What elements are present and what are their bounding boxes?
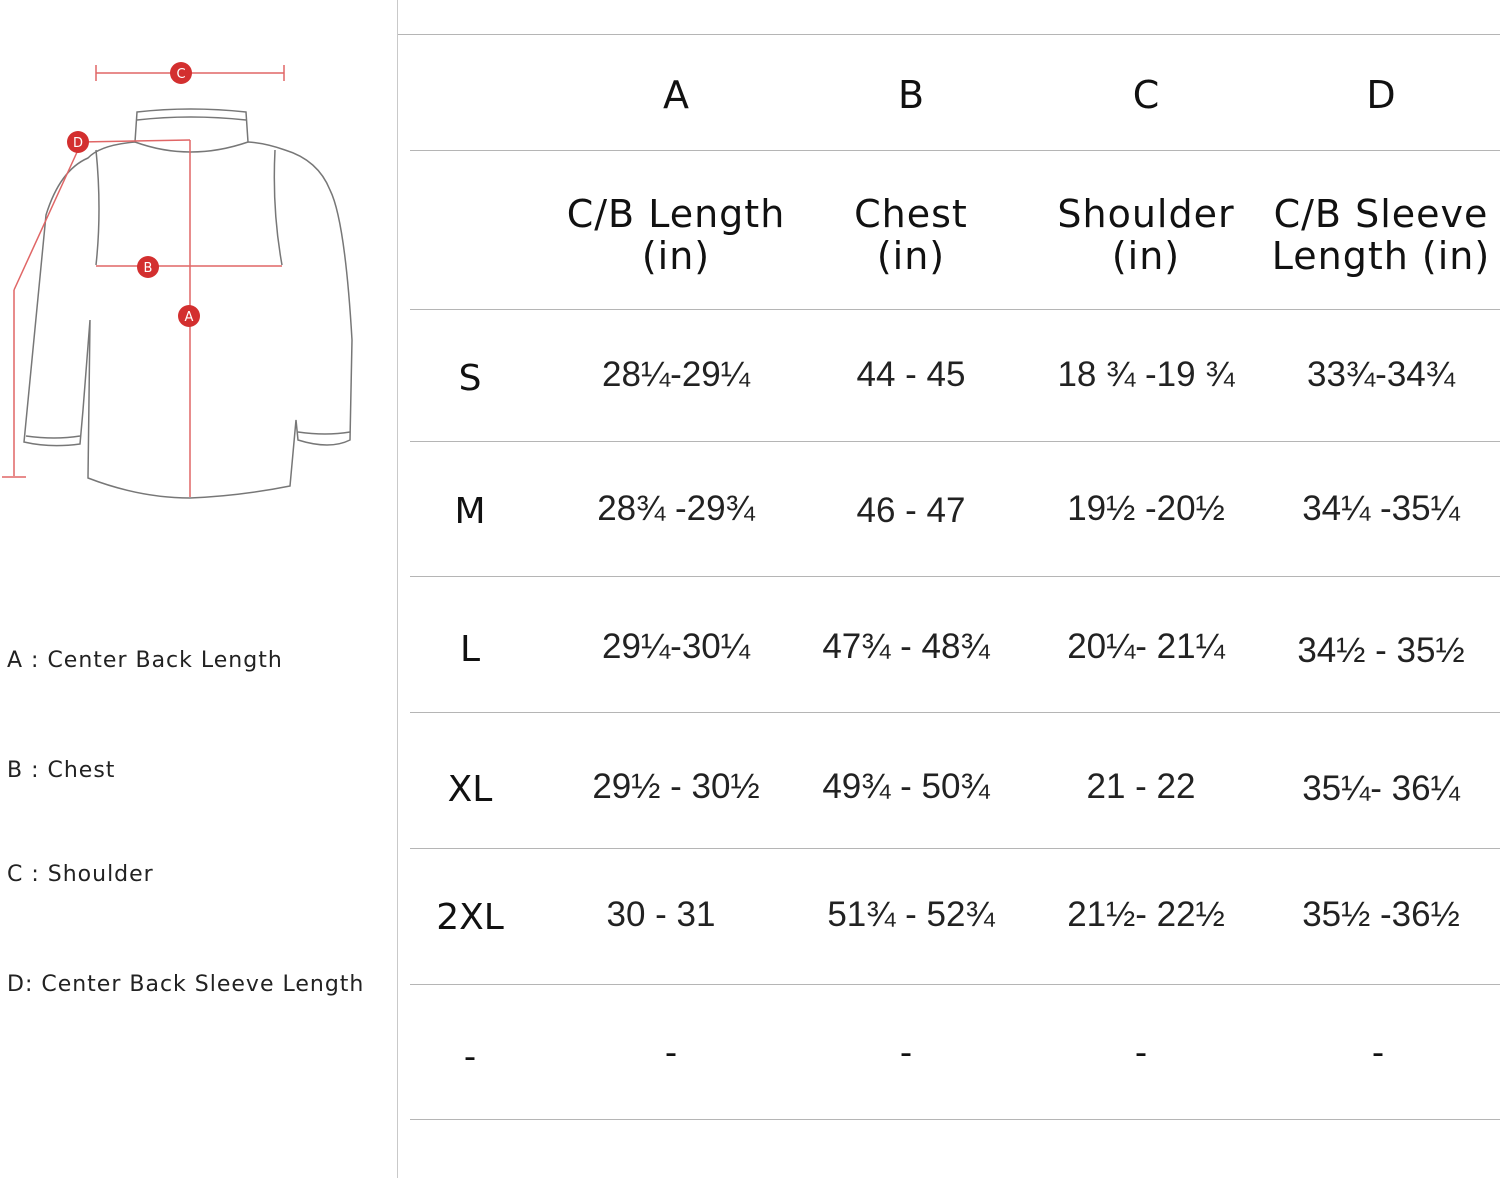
table-rule (410, 441, 1500, 442)
marker-a-label: A (184, 310, 194, 325)
table-cell: 44 - 45 (856, 355, 966, 394)
table-cell: 51¾ - 52¾ (827, 895, 995, 934)
table-cell: 28¾ -29¾ (597, 489, 755, 528)
table-rule (410, 576, 1500, 577)
size-label-xl: XL (447, 768, 493, 810)
column-header-cb-sleeve-length: C/B Sleeve Length (in) (1271, 192, 1491, 278)
measurement-lines (2, 65, 284, 497)
size-label-2xl: 2XL (436, 896, 504, 938)
table-cell: 34½ - 35½ (1297, 631, 1465, 670)
column-letter-a: A (663, 73, 689, 117)
table-rule (398, 34, 1500, 35)
table-cell: 30 - 31 (606, 895, 716, 934)
size-label-s: S (458, 357, 482, 399)
table-rule (410, 150, 1500, 151)
table-cell: - (664, 1033, 678, 1073)
column-header-shoulder: Shoulder (in) (1057, 192, 1235, 278)
legend-sleeve-length: D: Center Back Sleeve Length (7, 972, 365, 997)
table-rule (410, 309, 1500, 310)
table-cell: - (899, 1033, 913, 1073)
marker-c-label: C (176, 67, 186, 82)
size-chart-table (398, 0, 1500, 1178)
size-label-m: M (454, 490, 486, 532)
table-cell: 35½ -36½ (1302, 895, 1460, 934)
table-cell: 47¾ - 48¾ (822, 627, 990, 666)
table-rule (410, 848, 1500, 849)
table-cell: 35¼- 36¼ (1302, 769, 1460, 808)
table-cell: 19½ -20½ (1067, 489, 1225, 528)
table-cell: 21½- 22½ (1067, 895, 1225, 934)
table-cell: 20¼- 21¼ (1067, 627, 1225, 666)
table-cell: 28¼-29¼ (602, 355, 750, 394)
marker-b-label: B (143, 261, 153, 276)
legend-shoulder: C : Shoulder (7, 862, 154, 887)
measurement-guide-panel (0, 0, 397, 1178)
table-cell: - (1371, 1033, 1385, 1073)
table-rule (410, 1119, 1500, 1120)
table-cell: 46 - 47 (856, 491, 966, 530)
size-label-empty: - (463, 1037, 477, 1077)
table-cell: 21 - 22 (1086, 767, 1196, 806)
table-cell: 18 ¾ -19 ¾ (1057, 355, 1235, 394)
measurement-markers (67, 62, 200, 327)
legend-center-back-length: A : Center Back Length (7, 648, 283, 673)
marker-d-label: D (72, 136, 84, 151)
table-cell: 29½ - 30½ (592, 767, 760, 806)
column-letter-b: B (897, 73, 925, 117)
table-cell: 49¾ - 50¾ (822, 767, 990, 806)
legend-chest: B : Chest (7, 758, 116, 783)
column-header-cb-length: C/B Length (in) (566, 192, 786, 278)
column-letter-c: C (1132, 73, 1160, 117)
table-cell: 33¾-34¾ (1307, 355, 1455, 394)
shirt-measurement-diagram (0, 50, 370, 520)
size-label-l: L (459, 628, 481, 670)
column-header-chest: Chest (in) (854, 192, 968, 278)
table-rule (410, 712, 1500, 713)
table-cell: 34¼ -35¼ (1302, 489, 1460, 528)
table-cell: - (1134, 1033, 1148, 1073)
table-rule (410, 984, 1500, 985)
table-cell: 29¼-30¼ (602, 627, 750, 666)
shirt-outline (24, 109, 352, 498)
column-letter-d: D (1366, 73, 1396, 117)
